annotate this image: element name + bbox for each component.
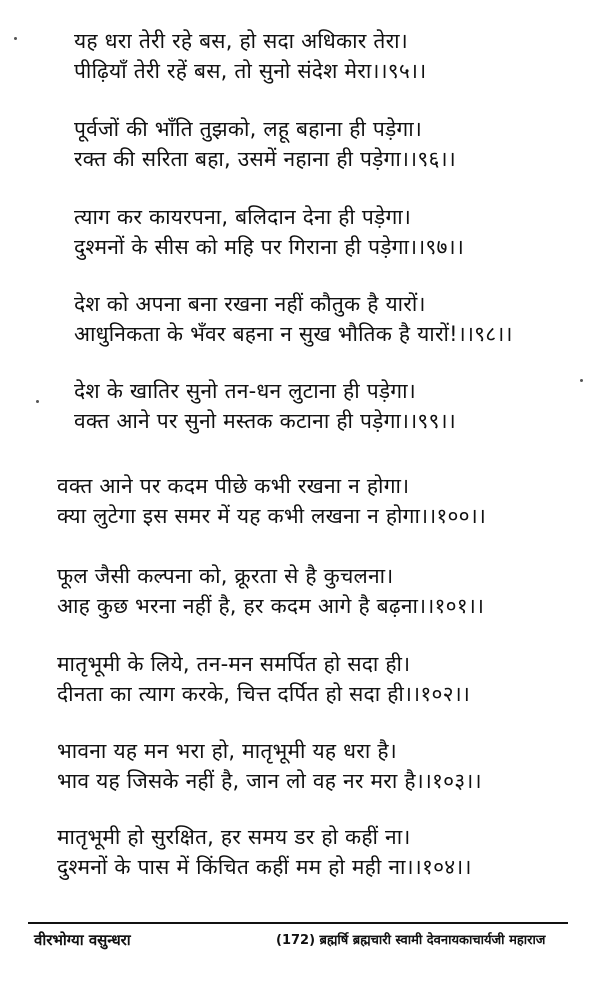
scan-speck <box>14 37 17 40</box>
verse-line: वक्त आने पर कदम पीछे कभी रखना न होगा। <box>57 474 410 498</box>
verse-line: आह कुछ भरना नहीं है, हर कदम आगे है बढ़ना।।१०१।। <box>57 594 485 618</box>
verse-line: आधुनिकता के भँवर बहना न सुख भौतिक है यारों!।।९८।। <box>74 322 513 346</box>
stanza-100 <box>57 471 486 531</box>
verse-line: यह धरा तेरी रहे बस, हो सदा अधिकार तेरा। <box>74 29 408 53</box>
verse-line: वक्त आने पर सुनो मस्तक कटाना ही पड़ेगा।।९९।। <box>74 409 456 433</box>
verse-line: दीनता का त्याग करके, चित्त दर्पित हो सदा ही।।१०२।। <box>57 682 471 706</box>
verse-line: मातृभूमी के लिये, तन-मन समर्पित हो सदा ही। <box>57 652 411 676</box>
verse-line: देश को अपना बना रखना नहीं कौतुक है यारों। <box>74 292 426 316</box>
verse-line: फूल जैसी कल्पना को, क्रूरता से है कुचलना। <box>57 564 394 588</box>
footer-book-title: वीरभोग्या वसुन्धरा <box>34 931 131 949</box>
stanza-102 <box>57 649 470 709</box>
verse-line: पूर्वजों की भाँति तुझको, लहू बहाना ही पड़ेगा। <box>74 117 423 141</box>
verse-line: रक्त की सरिता बहा, उसमें नहाना ही पड़ेगा।।९६।। <box>74 147 456 171</box>
stanza-101 <box>57 561 484 621</box>
verse-line: क्या लुटेगा इस समर में यह कभी लखना न होगा।।१००।। <box>57 504 487 528</box>
verse-line: दुश्मनों के पास में किंचित कहीं मम हो मही ना।।१०४।। <box>57 855 472 879</box>
stanza-96 <box>74 114 456 174</box>
stanza-98 <box>74 289 513 349</box>
stanza-103 <box>57 736 482 796</box>
verse-line: भावना यह मन भरा हो, मातृभूमी यह धरा है। <box>57 739 397 763</box>
verse-line: देश के खातिर सुनो तन-धन लुटाना ही पड़ेगा। <box>74 379 416 403</box>
footer-divider <box>28 922 568 924</box>
verse-line: त्याग कर कायरपना, बलिदान देना ही पड़ेगा। <box>74 205 412 229</box>
verse-line: पीढ़ियाँ तेरी रहें बस, तो सुनो संदेश मेरा।।९५।। <box>74 59 427 83</box>
stanza-97 <box>74 202 464 262</box>
stanza-104 <box>57 822 472 882</box>
verse-line: दुश्मनों के सीस को महि पर गिराना ही पड़ेगा।।९७।। <box>74 235 464 259</box>
verse-line: भाव यह जिसके नहीं है, जान लो वह नर मरा है।।१०३।। <box>57 769 482 793</box>
stanza-95 <box>74 26 426 86</box>
scan-speck <box>580 379 583 382</box>
stanza-99 <box>74 376 456 436</box>
verse-line: मातृभूमी हो सुरक्षित, हर समय डर हो कहीं ना। <box>57 825 411 849</box>
scan-speck <box>36 400 39 403</box>
footer-page-author: (172) ब्रह्मर्षि ब्रह्मचारी स्वामी देवनायकाचार्यजी महाराज <box>276 933 546 948</box>
